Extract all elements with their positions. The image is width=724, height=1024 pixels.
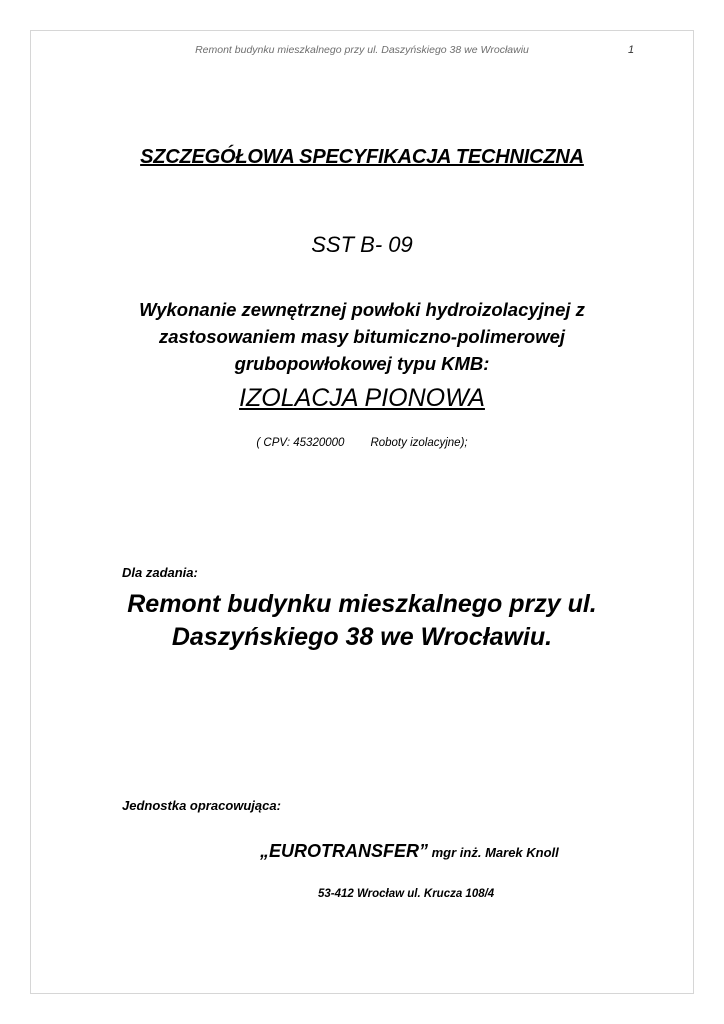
description-line: grubopowłokowej typu KMB: bbox=[234, 353, 490, 374]
company-person: mgr inż. Marek Knoll bbox=[428, 845, 559, 860]
description-line: zastosowaniem masy bitumiczno-polimerowej bbox=[158, 326, 566, 347]
subject-title: IZOLACJA PIONOWA bbox=[239, 384, 485, 412]
running-header: Remont budynku mieszkalnego przy ul. Daszyńskiego 38 we Wrocławiu bbox=[195, 44, 529, 56]
spec-title: SZCZEGÓŁOWA SPECYFIKACJA TECHNICZNA bbox=[140, 146, 584, 168]
page-number: 1 bbox=[628, 44, 635, 56]
task-line: Remont budynku mieszkalnego przy ul. bbox=[127, 590, 597, 618]
task-line: Daszyńskiego 38 we Wrocławiu. bbox=[171, 623, 553, 651]
task-title bbox=[0, 588, 724, 654]
company-name: „EUROTRANSFER” bbox=[260, 841, 429, 861]
unit-label: Jednostka opracowująca: bbox=[122, 798, 281, 813]
description-line: Wykonanie zewnętrznej powłoki hydroizolacyjnej z bbox=[139, 299, 585, 320]
cpv-code: ( CPV: 45320000 bbox=[256, 437, 345, 449]
company bbox=[260, 841, 559, 862]
cpv-description: Roboty izolacyjne); bbox=[370, 437, 468, 449]
for-task-label: Dla zadania: bbox=[122, 565, 198, 580]
cpv-line bbox=[0, 437, 724, 449]
work-description bbox=[0, 296, 724, 377]
spec-code: SST B- 09 bbox=[311, 232, 413, 257]
company-address: 53-412 Wrocław ul. Krucza 108/4 bbox=[318, 888, 495, 900]
